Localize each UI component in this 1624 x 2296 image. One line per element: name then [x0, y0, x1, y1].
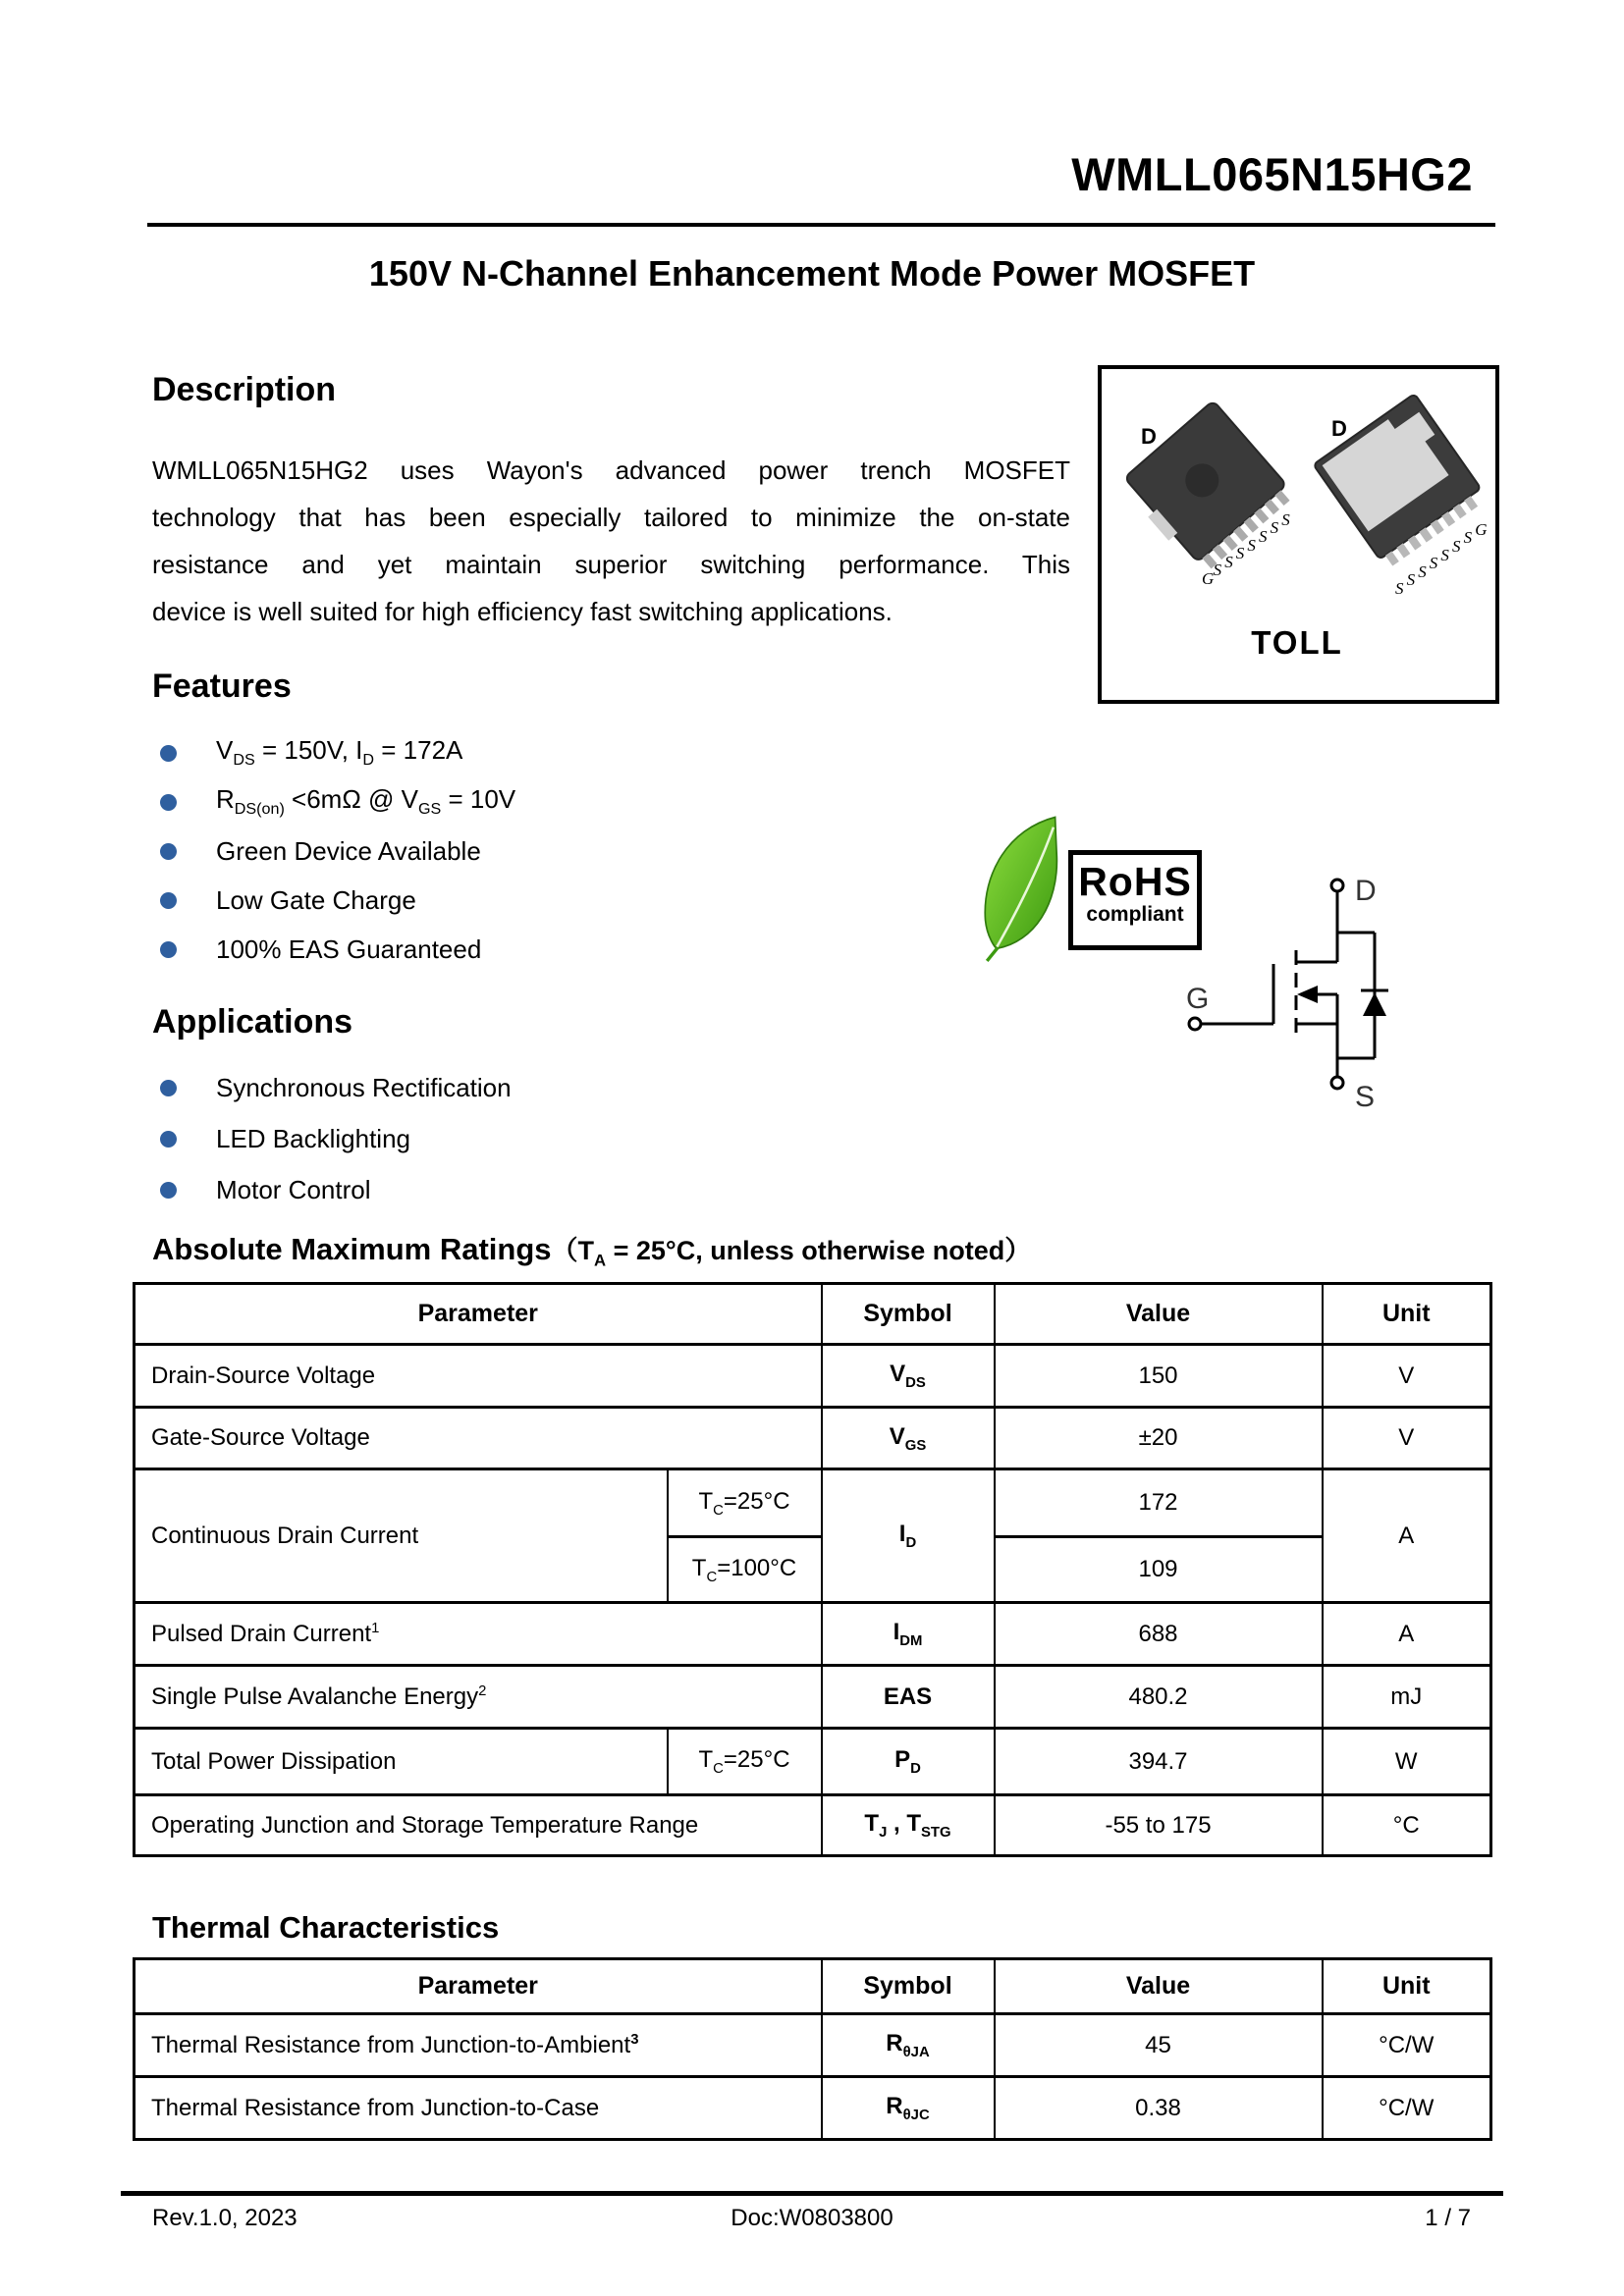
- list-item: [152, 1113, 512, 1164]
- value-cell: ±20: [995, 1408, 1323, 1469]
- symbol-cell: $I_D$: [822, 1469, 995, 1603]
- list-item: [152, 827, 515, 876]
- col-header: Unit: [1323, 1959, 1491, 2014]
- value-cell: 394.7: [995, 1729, 1323, 1795]
- description-line: resistance and yet maintain superior switching performance. This: [152, 550, 1070, 579]
- table-row: [135, 1408, 1491, 1469]
- bullet-icon: [160, 892, 177, 909]
- table-row: [135, 1729, 1491, 1795]
- param-cell: Operating Junction and Storage Temperature Range: [135, 1795, 822, 1856]
- condition-cell: $T_C=100^\circ C$: [668, 1537, 822, 1603]
- thermal-heading: Thermal Characteristics: [152, 1910, 500, 1945]
- description-paragraph: [152, 447, 1070, 635]
- col-header: Unit: [1323, 1284, 1491, 1345]
- param-cell: Pulsed Drain Current$^1$: [135, 1603, 822, 1666]
- abs-max-heading-text: Absolute Maximum Ratings: [152, 1232, 552, 1266]
- rohs-badge: [1068, 850, 1202, 950]
- unit-cell: A: [1323, 1469, 1491, 1603]
- symbol-cell: $V_{DS}$: [822, 1345, 995, 1408]
- pin-label: S: [1429, 554, 1438, 573]
- value-cell: 109: [995, 1537, 1323, 1603]
- feature-text: $R_{DS(on)} <6m\Omega$ @ $V_{GS} = 10V$: [216, 784, 516, 819]
- col-header: Parameter: [135, 1959, 822, 2014]
- feature-text: Green Device Available: [216, 835, 481, 866]
- table-row: [135, 1666, 1491, 1729]
- unit-cell: °C/W: [1323, 2014, 1491, 2077]
- param-cell: Thermal Resistance from Junction-to-Case: [135, 2077, 822, 2140]
- value-cell: 688: [995, 1603, 1323, 1666]
- application-text: LED Backlighting: [216, 1123, 410, 1153]
- applications-heading: Applications: [152, 1003, 353, 1041]
- footer: [0, 2205, 1624, 2238]
- source-terminal: [1331, 1077, 1343, 1089]
- param-cell: Drain-Source Voltage: [135, 1345, 822, 1408]
- pin-label: S: [1235, 544, 1245, 563]
- col-header: Parameter: [135, 1284, 822, 1345]
- pin-label: S: [1259, 527, 1268, 546]
- unit-cell: V: [1323, 1408, 1491, 1469]
- pin-label: G: [1475, 519, 1488, 539]
- symbol-cell: $R_{\theta JC}$: [822, 2077, 995, 2140]
- gate-label: G: [1186, 983, 1210, 1015]
- description-heading: Description: [152, 371, 337, 408]
- list-item: [152, 925, 515, 974]
- unit-cell: A: [1323, 1603, 1491, 1666]
- footer-page-number: 1 / 7: [1425, 2205, 1471, 2231]
- symbol-cell: EAS: [822, 1666, 995, 1729]
- param-cell: Thermal Resistance from Junction-to-Ambient$^3$: [135, 2014, 822, 2077]
- symbol-cell: $P_D$: [822, 1729, 995, 1795]
- bullet-icon: [160, 1080, 177, 1096]
- bullet-icon: [160, 843, 177, 860]
- description-line: technology that has been especially tailored to minimize the on-state: [152, 503, 1070, 532]
- package-back-image: [1294, 381, 1496, 593]
- bullet-icon: [160, 745, 177, 762]
- features-list: [152, 728, 515, 974]
- back-drain-label: D: [1331, 416, 1347, 441]
- package-name: TOLL: [1251, 624, 1343, 661]
- pin-label: G: [1202, 569, 1215, 588]
- abs-max-table: [133, 1282, 1492, 1857]
- pin-label: S: [1247, 535, 1256, 555]
- unit-cell: °C/W: [1323, 2077, 1491, 2140]
- footer-doc-number: Doc:W0803800: [731, 2205, 893, 2231]
- pin-label: S: [1281, 509, 1290, 529]
- drain-label: D: [1355, 875, 1377, 907]
- param-cell: Continuous Drain Current: [135, 1469, 668, 1603]
- rohs-compliant-text: compliant: [1086, 903, 1184, 926]
- pin-label: S: [1395, 579, 1404, 598]
- condition-cell: $T_C=25^\circ C$: [668, 1729, 822, 1795]
- col-header: Symbol: [822, 1959, 995, 2014]
- mosfet-symbol: [1168, 869, 1414, 1114]
- package-front-image: [1102, 389, 1304, 591]
- table-row: [135, 2014, 1491, 2077]
- pin-label: S: [1213, 561, 1222, 580]
- feature-text: Low Gate Charge: [216, 884, 416, 915]
- page-title: WMLL065N15HG2: [1071, 148, 1473, 200]
- symbol-cell: $I_{DM}$: [822, 1603, 995, 1666]
- pin-label: S: [1440, 545, 1449, 564]
- source-label: S: [1355, 1081, 1376, 1113]
- value-cell: 45: [995, 2014, 1323, 2077]
- list-item: [152, 777, 515, 827]
- footer-revision: Rev.1.0, 2023: [152, 2205, 298, 2231]
- value-cell: 150: [995, 1345, 1323, 1408]
- param-cell: Single Pulse Avalanche Energy$^2$: [135, 1666, 822, 1729]
- drain-terminal: [1331, 880, 1343, 891]
- value-cell: 172: [995, 1469, 1323, 1537]
- pin-label: S: [1463, 528, 1473, 548]
- param-cell: Gate-Source Voltage: [135, 1408, 822, 1469]
- pin-label: S: [1224, 552, 1233, 571]
- bullet-icon: [160, 941, 177, 958]
- description-line: WMLL065N15HG2 uses Wayon's advanced power trench MOSFET: [152, 455, 1070, 485]
- col-header: Symbol: [822, 1284, 995, 1345]
- col-header: Value: [995, 1959, 1323, 2014]
- bullet-icon: [160, 794, 177, 811]
- bullet-icon: [160, 1131, 177, 1148]
- table-row: [135, 2077, 1491, 2140]
- page-subtitle: 150V N-Channel Enhancement Mode Power MOSFET: [368, 253, 1256, 294]
- features-heading: Features: [152, 667, 292, 705]
- list-item: [152, 1164, 512, 1215]
- description-line: device is well suited for high efficiency fast switching applications.: [152, 597, 893, 626]
- unit-cell: °C: [1323, 1795, 1491, 1856]
- symbol-cell: $V_{GS}$: [822, 1408, 995, 1469]
- pin-label: S: [1452, 537, 1461, 556]
- pin-label: S: [1270, 518, 1279, 538]
- unit-cell: V: [1323, 1345, 1491, 1408]
- bullet-icon: [160, 1182, 177, 1199]
- condition-cell: $T_C=25^\circ C$: [668, 1469, 822, 1537]
- value-cell: 0.38: [995, 2077, 1323, 2140]
- application-text: Motor Control: [216, 1174, 371, 1204]
- table-row: [135, 1795, 1491, 1856]
- pin-label: S: [1418, 561, 1427, 581]
- value-cell: -55 to 175: [995, 1795, 1323, 1856]
- feature-text: 100% EAS Guaranteed: [216, 934, 482, 964]
- list-item: [152, 1062, 512, 1113]
- list-item: [152, 876, 515, 925]
- front-drain-label: D: [1141, 424, 1157, 449]
- param-cell: Total Power Dissipation: [135, 1729, 668, 1795]
- feature-text: $V_{DS} = 150V$, $I_D = 172A$: [216, 735, 463, 770]
- diode-icon: [1363, 992, 1386, 1016]
- abs-max-heading: [152, 1229, 1031, 1270]
- table-row: [135, 1603, 1491, 1666]
- applications-list: [152, 1062, 512, 1215]
- value-cell: 480.2: [995, 1666, 1323, 1729]
- table-header-row: [135, 1284, 1491, 1345]
- list-item: [152, 728, 515, 777]
- table-row: [135, 1469, 1491, 1537]
- abs-max-heading-note: （$T_A = 25^\circ C$, unless otherwise noted）: [551, 1236, 1032, 1270]
- arrow-icon: [1297, 986, 1318, 1003]
- footer-divider: [121, 2191, 1503, 2196]
- table-header-row: [135, 1959, 1491, 2014]
- unit-cell: W: [1323, 1729, 1491, 1795]
- gate-terminal: [1189, 1018, 1201, 1030]
- col-header: Value: [995, 1284, 1323, 1345]
- thermal-table: [133, 1957, 1492, 2141]
- pin-label: S: [1406, 570, 1416, 590]
- table-row: [135, 1345, 1491, 1408]
- leaf-icon: [972, 803, 1080, 972]
- application-text: Synchronous Rectification: [216, 1072, 512, 1102]
- rohs-text: RoHS: [1078, 859, 1192, 904]
- unit-cell: mJ: [1323, 1666, 1491, 1729]
- symbol-cell: $T_J$ , $T_{STG}$: [822, 1795, 995, 1856]
- symbol-cell: $R_{\theta JA}$: [822, 2014, 995, 2077]
- title-divider: [147, 223, 1495, 227]
